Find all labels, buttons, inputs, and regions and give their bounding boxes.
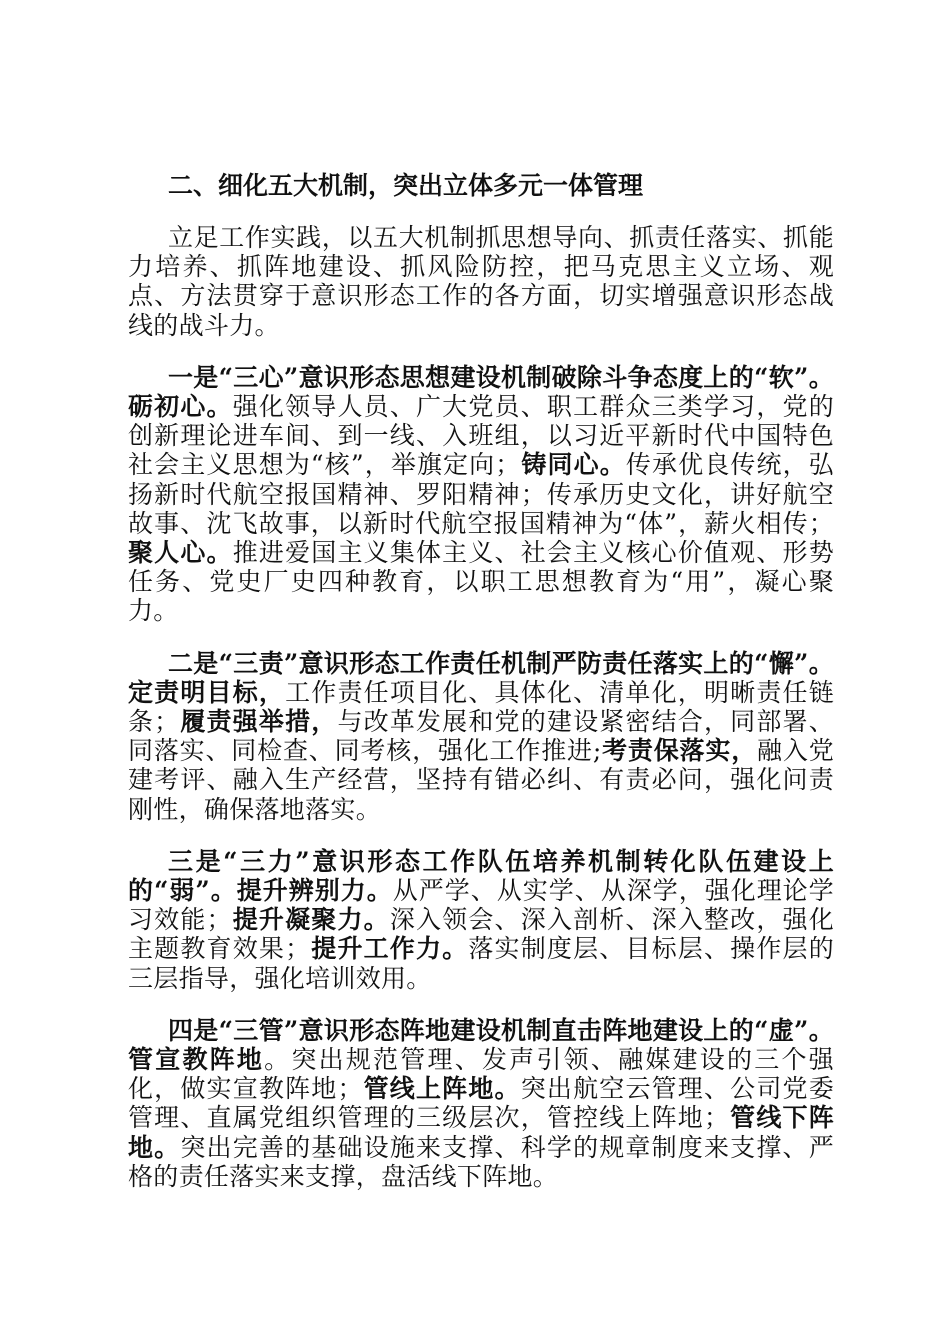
- intro-paragraph: 立足工作实践，以五大机制抓思想导向、抓责任落实、抓能力培养、抓阵地建设、抓风险防控，把马克思主义立场、观点、方法贯穿于意识形态工作的各方面，切实增强意识形态战线的战斗力。: [128, 223, 834, 340]
- mechanism-paragraph-1: [128, 363, 834, 626]
- item-title: 考责保落实，: [601, 736, 758, 766]
- item-title: 定责明目标，: [128, 677, 286, 707]
- paragraph-lead: 四是“三管”意识形态阵地建设机制直击阵地建设上的“虚”。: [168, 1015, 834, 1045]
- paragraph-lead: 三是“三力”意识形态工作队伍培养机制转化队伍建设上的“弱”。: [128, 846, 834, 906]
- mechanism-paragraph-4: [128, 1016, 834, 1191]
- item-text: 传承优良传统，弘扬新时代航空报国精神、罗阳精神；传承历史文化，讲好航空故事、沈飞故事，以新时代航空报国精神为“体”，薪火相传；: [128, 450, 834, 538]
- item-title: 铸同心。: [520, 450, 626, 480]
- item-title: 管线下阵地。: [128, 1103, 835, 1162]
- paragraph-lead: 二是“三责”意识形态工作责任机制严防责任落实上的“懈”。: [168, 648, 834, 678]
- item-title: 提升辨别力。: [236, 876, 393, 906]
- item-title: 聚人心。: [128, 538, 233, 568]
- section-heading: 二、细化五大机制，突出立体多元一体管理: [168, 171, 644, 200]
- mechanism-paragraph-2: [128, 649, 834, 824]
- item-text: 落实制度层、目标层、操作层的三层指导，强化培训效用。: [128, 934, 834, 993]
- item-title: 管宣教阵地: [128, 1045, 265, 1075]
- item-title: 提升工作力。: [310, 934, 469, 964]
- item-text: 深入领会、深入剖析、深入整改，强化主题教育效果；: [128, 905, 834, 964]
- item-title: 提升凝聚力。: [231, 905, 390, 935]
- item-title: 管线上阵地。: [362, 1074, 521, 1104]
- item-text: 融入党建考评、融入生产经营，坚持有错必纠、有责必问，强化问责刚性，确保落地落实。: [128, 736, 834, 824]
- item-text: 突出完善的基础设施来支撑、科学的规章制度来支撑、严格的责任落实来支撑，盘活线下阵地。: [128, 1132, 834, 1191]
- item-text: 与改革发展和党的建设紧密结合，同部署、同落实、同检查、同考核，强化工作推进;: [128, 707, 834, 766]
- item-title: 履责强举措，: [179, 707, 338, 737]
- item-text: 突出航空云管理、公司党委管理、直属党组织管理的三级层次，管控线上阵地；: [128, 1074, 834, 1133]
- item-text: 从严学、从实学、从深学，强化理论学习效能；: [128, 876, 834, 935]
- item-text: 工作责任项目化、具体化、清单化，明晰责任链条；: [128, 677, 834, 737]
- item-text: 。突出规范管理、发声引领、融媒建设的三个强化，做实宣教阵地；: [128, 1045, 834, 1104]
- document-body: [128, 167, 834, 1214]
- mechanism-paragraph-3: [128, 847, 834, 993]
- item-title: 砺初心。: [128, 392, 233, 422]
- item-text: 推进爱国主义集体主义、社会主义核心价值观、形势任务、党史厂史四种教育，以职工思想教育为“用”，凝心聚力。: [128, 538, 835, 626]
- paragraph-lead: 一是“三心”意识形态思想建设机制破除斗争态度上的“软”。: [168, 362, 834, 392]
- item-text: 强化领导人员、广大党员、职工群众三类学习，党的创新理论进车间、到一线、入班组，以习近平新时代中国特色社会主义思想为“核”，举旗定向；: [128, 392, 835, 480]
